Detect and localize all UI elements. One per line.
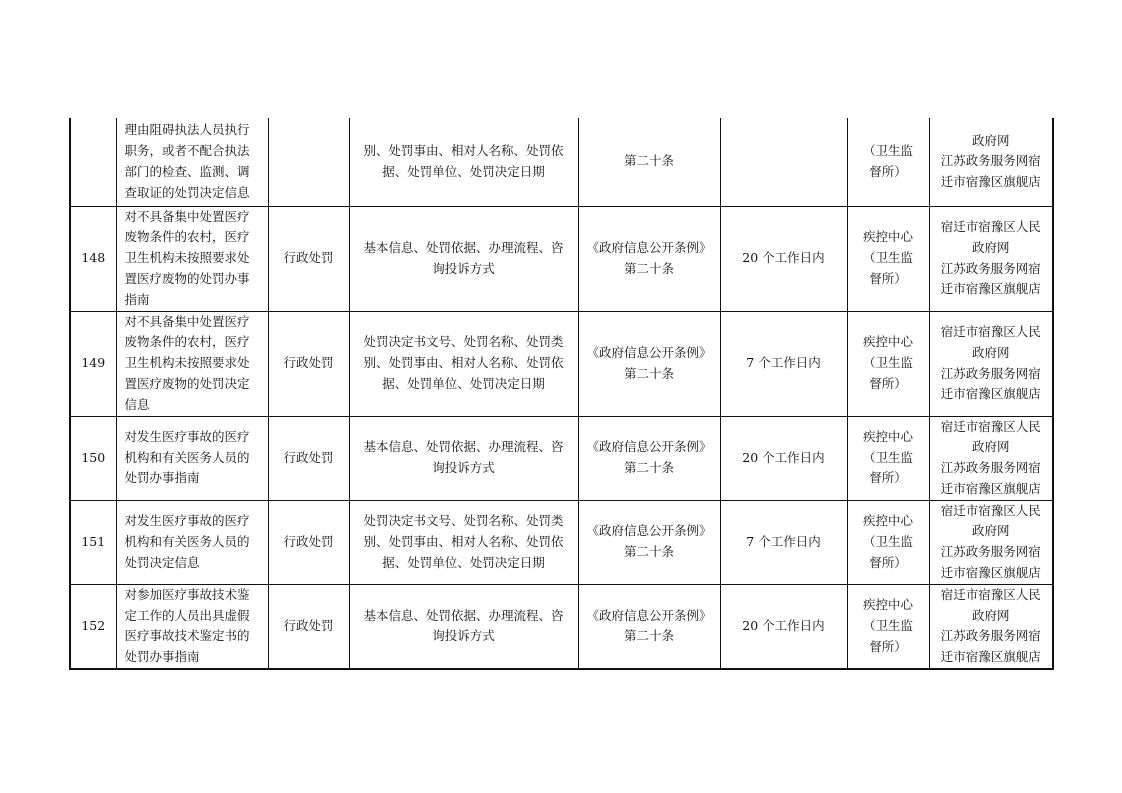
cell-item-name-line: 指南 [124, 291, 150, 307]
cell-item-name-line: 对参加医疗事故技术鉴 [124, 586, 250, 602]
cell-category [268, 118, 349, 206]
table-row [70, 416, 1053, 500]
cell-subject-line: 疾控中心 [862, 428, 913, 444]
table-row [70, 500, 1053, 584]
cell-item-name [116, 500, 268, 584]
cell-basis-line: 第二十条 [623, 460, 674, 476]
cell-channel-line: 政府网 [971, 439, 1010, 455]
cell-item-name-line: 置医疗废物的处罚决定 [124, 375, 250, 391]
cell-channel-line: 政府网 [971, 132, 1010, 148]
cell-basis-line: 第二十条 [623, 260, 674, 276]
cell-basis-line: 第二十条 [623, 628, 674, 644]
cell-basis [578, 118, 720, 206]
cell-subject-line: 疾控中心 [862, 513, 913, 529]
cell-basis [578, 311, 720, 416]
cell-time-limit: 20 个工作日内 [720, 206, 847, 311]
cell-content-line: 处罚决定书文号、处罚名称、处罚类 [363, 513, 564, 529]
cell-channel-line: 政府网 [971, 239, 1010, 255]
cell-content [349, 118, 578, 206]
cell-basis-line: 第二十条 [623, 544, 674, 560]
cell-subject-line: 督所） [869, 470, 907, 486]
cell-channel-line: 江苏政务服务网宿 [940, 260, 1041, 276]
cell-subject-line: 疾控中心 [862, 334, 913, 350]
cell-item-name-line: 卫生机构未按照要求处 [124, 355, 250, 371]
cell-content [349, 311, 578, 416]
cell-time-limit: 20 个工作日内 [720, 416, 847, 500]
cell-subject-line: 督所） [869, 554, 907, 570]
cell-content-line: 据、处罚单位、处罚决定日期 [382, 163, 545, 179]
cell-subject-line: （卫生监 [862, 618, 913, 634]
cell-channel [929, 584, 1053, 669]
cell-item-name-line: 置医疗废物的处罚办事 [124, 270, 250, 286]
cell-channel-line: 政府网 [971, 607, 1010, 623]
cell-number: 149 [70, 311, 116, 416]
cell-item-name [116, 206, 268, 311]
cell-channel [929, 500, 1053, 584]
cell-item-name-line: 理由阻碍执法人员执行 [124, 122, 250, 138]
cell-item-name-line: 定工作的人员出具虚假 [124, 607, 250, 623]
cell-channel-line: 迁市宿豫区旗舰店 [940, 174, 1041, 190]
cell-item-name-line: 机构和有关医务人员的 [124, 533, 250, 549]
cell-channel [929, 118, 1053, 206]
cell-channel-line: 宿迁市宿豫区人民 [940, 586, 1041, 602]
cell-time-limit: 20 个工作日内 [720, 584, 847, 669]
cell-content-line: 基本信息、处罚依据、办理流程、咨 [363, 439, 564, 455]
cell-category: 行政处罚 [268, 416, 349, 500]
cell-basis [578, 416, 720, 500]
cell-channel-line: 江苏政务服务网宿 [940, 365, 1041, 381]
cell-item-name-line: 职务，或者不配合执法 [124, 142, 250, 158]
cell-subject-line: （卫生监 [862, 533, 913, 549]
cell-number [70, 118, 116, 206]
cell-time-limit [720, 118, 847, 206]
cell-category: 行政处罚 [268, 500, 349, 584]
cell-category: 行政处罚 [268, 311, 349, 416]
cell-content [349, 206, 578, 311]
cell-item-name [116, 584, 268, 669]
cell-number: 150 [70, 416, 116, 500]
cell-category: 行政处罚 [268, 206, 349, 311]
cell-item-name-line: 对不具备集中处置医疗 [124, 208, 250, 224]
cell-item-name-line: 处罚决定信息 [124, 554, 200, 570]
cell-number: 148 [70, 206, 116, 311]
cell-channel-line: 江苏政务服务网宿 [940, 544, 1041, 560]
table-row [70, 206, 1053, 311]
cell-subject-line: （卫生监 [862, 355, 913, 371]
cell-content-line: 询投诉方式 [432, 460, 495, 476]
cell-subject-line: 督所） [869, 375, 907, 391]
cell-channel-line: 政府网 [971, 523, 1010, 539]
cell-subject-line: （卫生监 [862, 449, 913, 465]
table-row [70, 584, 1053, 669]
cell-item-name-line: 处罚办事指南 [124, 470, 200, 486]
cell-content [349, 584, 578, 669]
cell-item-name-line: 信息 [124, 396, 150, 412]
cell-item-name-line: 查取证的处罚决定信息 [124, 184, 250, 200]
cell-channel-line: 宿迁市宿豫区人民 [940, 418, 1041, 434]
cell-channel-line: 宿迁市宿豫区人民 [940, 323, 1041, 339]
cell-content-line: 基本信息、处罚依据、办理流程、咨 [363, 607, 564, 623]
cell-subject [847, 500, 929, 584]
cell-content-line: 基本信息、处罚依据、办理流程、咨 [363, 239, 564, 255]
cell-channel-line: 迁市宿豫区旗舰店 [940, 386, 1041, 402]
cell-channel [929, 416, 1053, 500]
cell-channel [929, 206, 1053, 311]
cell-time-limit: 7 个工作日内 [720, 311, 847, 416]
cell-basis-line: 《政府信息公开条例》 [586, 439, 712, 455]
cell-channel-line: 迁市宿豫区旗舰店 [940, 281, 1041, 297]
cell-subject-line: 疾控中心 [862, 229, 913, 245]
cell-subject [847, 206, 929, 311]
cell-subject [847, 118, 929, 206]
cell-item-name [116, 311, 268, 416]
table-row [70, 311, 1053, 416]
cell-basis-line: 《政府信息公开条例》 [586, 607, 712, 623]
cell-subject-line: （卫生监 [862, 142, 913, 158]
table-row [70, 118, 1053, 206]
cell-item-name [116, 118, 268, 206]
cell-channel-line: 江苏政务服务网宿 [940, 153, 1041, 169]
cell-time-limit: 7 个工作日内 [720, 500, 847, 584]
cell-basis-line: 《政府信息公开条例》 [586, 239, 712, 255]
disclosure-table [69, 118, 1054, 670]
cell-content-line: 据、处罚单位、处罚决定日期 [382, 554, 545, 570]
cell-channel-line: 江苏政务服务网宿 [940, 460, 1041, 476]
cell-item-name-line: 对不具备集中处置医疗 [124, 313, 250, 329]
cell-number: 151 [70, 500, 116, 584]
cell-item-name-line: 机构和有关医务人员的 [124, 449, 250, 465]
cell-subject-line: 督所） [869, 163, 907, 179]
cell-subject-line: 督所） [869, 638, 907, 654]
cell-content [349, 500, 578, 584]
cell-basis [578, 206, 720, 311]
cell-channel [929, 311, 1053, 416]
cell-category: 行政处罚 [268, 584, 349, 669]
cell-content-line: 别、处罚事由、相对人名称、处罚依 [363, 355, 564, 371]
cell-subject-line: 疾控中心 [862, 597, 913, 613]
cell-content-line: 别、处罚事由、相对人名称、处罚依 [363, 533, 564, 549]
cell-item-name-line: 医疗事故技术鉴定书的 [124, 628, 250, 644]
cell-basis-line: 第二十条 [623, 365, 674, 381]
cell-basis [578, 584, 720, 669]
cell-subject [847, 311, 929, 416]
cell-basis-line: 第二十条 [623, 153, 674, 169]
cell-content-line: 询投诉方式 [432, 260, 495, 276]
table-body [70, 118, 1053, 669]
cell-number: 152 [70, 584, 116, 669]
cell-basis-line: 《政府信息公开条例》 [586, 344, 712, 360]
cell-content-line: 据、处罚单位、处罚决定日期 [382, 375, 545, 391]
cell-channel-line: 迁市宿豫区旗舰店 [940, 565, 1041, 581]
cell-basis-line: 《政府信息公开条例》 [586, 523, 712, 539]
cell-channel-line: 迁市宿豫区旗舰店 [940, 649, 1041, 665]
cell-item-name-line: 废物条件的农村，医疗 [124, 334, 250, 350]
cell-subject [847, 416, 929, 500]
cell-channel-line: 宿迁市宿豫区人民 [940, 502, 1041, 518]
cell-content-line: 处罚决定书文号、处罚名称、处罚类 [363, 334, 564, 350]
cell-channel-line: 江苏政务服务网宿 [940, 628, 1041, 644]
cell-item-name-line: 部门的检查、监测、调 [124, 163, 250, 179]
cell-item-name-line: 处罚办事指南 [124, 649, 200, 665]
cell-basis [578, 500, 720, 584]
cell-item-name [116, 416, 268, 500]
cell-subject-line: （卫生监 [862, 250, 913, 266]
cell-item-name-line: 对发生医疗事故的医疗 [124, 513, 250, 529]
cell-item-name-line: 卫生机构未按照要求处 [124, 250, 250, 266]
cell-item-name-line: 对发生医疗事故的医疗 [124, 428, 250, 444]
cell-content [349, 416, 578, 500]
cell-channel-line: 迁市宿豫区旗舰店 [940, 480, 1041, 496]
cell-subject-line: 督所） [869, 270, 907, 286]
cell-channel-line: 政府网 [971, 344, 1010, 360]
cell-content-line: 别、处罚事由、相对人名称、处罚依 [363, 142, 564, 158]
cell-item-name-line: 废物条件的农村，医疗 [124, 229, 250, 245]
cell-channel-line: 宿迁市宿豫区人民 [940, 218, 1041, 234]
cell-subject [847, 584, 929, 669]
cell-content-line: 询投诉方式 [432, 628, 495, 644]
